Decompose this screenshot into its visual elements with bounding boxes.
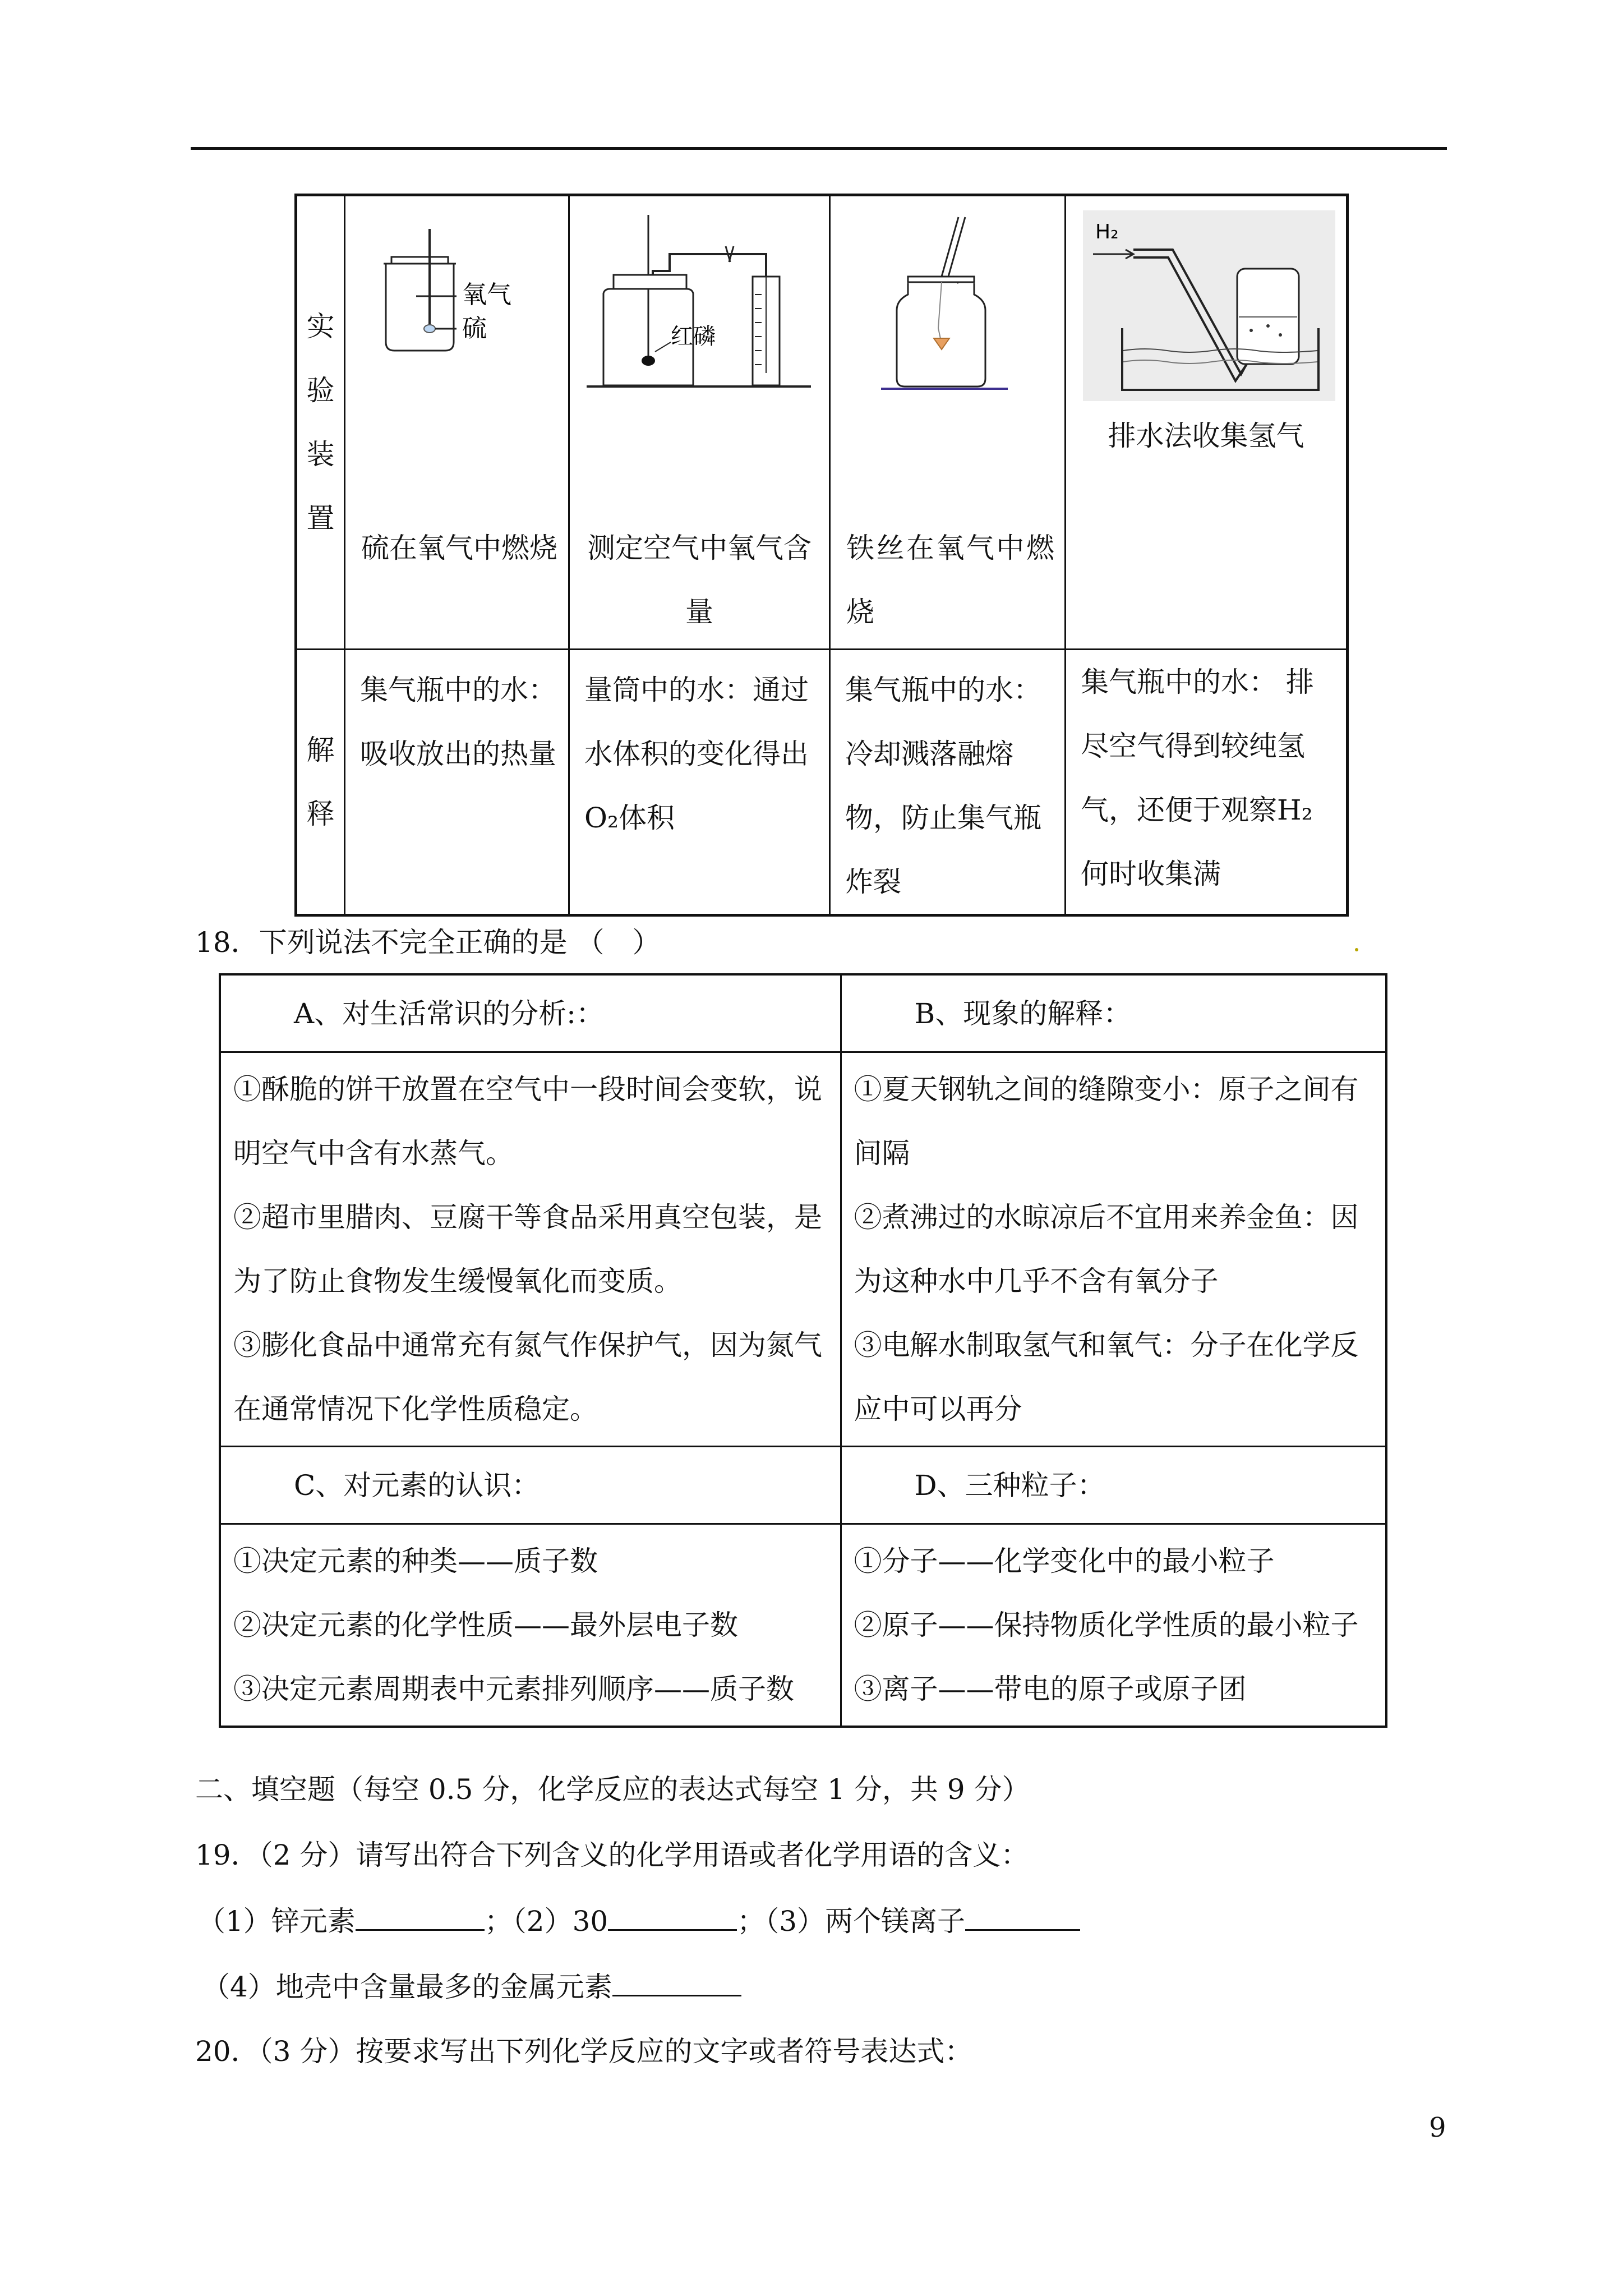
option-a-content <box>220 1052 841 1447</box>
sulfur-label: 硫 <box>462 314 487 343</box>
option-d-item: ①分子——化学变化中的最小粒子 <box>854 1545 1275 1577</box>
option-b-item: ③电解水制取氢气和氧气：分子在化学反应中可以再分 <box>854 1329 1359 1425</box>
answer-blank-30[interactable] <box>608 1903 737 1931</box>
explanation-sulfur: 集气瓶中的水：吸收放出的热量 <box>345 650 569 915</box>
q19-line-2: （4）地壳中含量最多的金属元素 <box>202 1969 741 2004</box>
option-c-title: C、对元素的认识： <box>220 1447 841 1524</box>
option-b-item: ②煮沸过的水晾凉后不宜用来养金鱼：因为这种水中几乎不含有氧分子 <box>854 1201 1359 1297</box>
option-d-content <box>841 1524 1386 1727</box>
answer-blank-zinc[interactable] <box>356 1903 485 1931</box>
answer-blank-magnesium-ions[interactable] <box>965 1903 1080 1931</box>
phosphorus-apparatus-diagram <box>587 210 817 407</box>
apparatus-row-header: 实 验 装 置 <box>296 195 345 650</box>
q19-stem: 19．（2 分）请写出符合下列含义的化学用语或者化学用语的含义： <box>195 1839 1029 1871</box>
decorative-dot <box>1355 948 1358 951</box>
option-a-item: ①酥脆的饼干放置在空气中一段时间会变软，说明空气中含有水蒸气。 <box>233 1073 822 1170</box>
option-d-title: D、三种粒子： <box>841 1447 1386 1524</box>
page-number: 9 <box>1429 2112 1446 2143</box>
experiment-table <box>294 194 1349 917</box>
oxygen-label: 氧气 <box>462 280 511 309</box>
caption-sulfur: 硫在氧气中燃烧 <box>361 532 557 564</box>
sulfur-jar-diagram <box>362 224 547 359</box>
option-c-item: ①决定元素的种类——质子数 <box>233 1545 598 1577</box>
option-c-item: ③决定元素周期表中元素排列顺序——质子数 <box>233 1673 794 1705</box>
q18-stem: 18．下列说法不完全正确的是 （ ） <box>195 926 661 959</box>
q18-options-table <box>219 973 1387 1728</box>
explanation-phosphorus: 量筒中的水：通过水体积的变化得出O₂体积 <box>569 650 830 915</box>
red-phosphorus-label: 红磷 <box>671 324 716 349</box>
q20-stem: 20．（3 分）按要求写出下列化学反应的文字或者符号表达式： <box>195 2035 973 2068</box>
option-a-item: ③膨化食品中通常充有氮气作保护气，因为氮气在通常情况下化学性质稳定。 <box>233 1329 822 1425</box>
apparatus-cell-phosphorus <box>569 195 830 650</box>
apparatus-cell-hydrogen <box>1066 195 1348 650</box>
iron-wire-jar-diagram <box>875 210 1021 407</box>
explanation-row-header: 解 释 <box>296 650 345 915</box>
option-a-item: ②超市里腊肉、豆腐干等食品采用真空包装，是为了防止食物发生缓慢氧化而变质。 <box>233 1201 822 1297</box>
option-a-title: A、对生活常识的分析:： <box>220 974 841 1052</box>
option-b-item: ①夏天钢轨之间的缝隙变小：原子之间有间隔 <box>854 1073 1359 1170</box>
q19-line-1: （1）锌元素 ；（2）30 ；（3）两个镁离子 <box>197 1903 1080 1938</box>
apparatus-cell-sulfur <box>345 195 569 650</box>
caption-phosphorus: 测定空气中氧气含量 <box>587 532 811 628</box>
option-d-item: ③离子——带电的原子或原子团 <box>854 1673 1247 1705</box>
option-c-item: ②决定元素的化学性质——最外层电子数 <box>233 1609 738 1641</box>
explanation-iron: 集气瓶中的水：冷却溅落融熔物，防止集气瓶炸裂 <box>830 650 1066 915</box>
caption-hydrogen: 排水法收集氢气 <box>1108 420 1304 452</box>
header-rule <box>191 147 1447 150</box>
caption-iron: 铁丝在氧气中燃烧 <box>846 532 1054 628</box>
apparatus-cell-iron <box>830 195 1066 650</box>
section-2-title: 二、填空题（每空 0.5 分，化学反应的表达式每空 1 分，共 9 分） <box>195 1773 1030 1806</box>
option-b-content <box>841 1052 1386 1447</box>
explanation-hydrogen: 集气瓶中的水： 排尽空气得到较纯氢气，还便于观察H₂何时收集满 <box>1066 650 1348 915</box>
h2-label: H₂ <box>1095 220 1119 243</box>
answer-blank-metal-element[interactable] <box>612 1969 741 1996</box>
option-b-title: B、现象的解释： <box>841 974 1386 1052</box>
hydrogen-collection-diagram <box>1083 210 1335 401</box>
option-d-item: ②原子——保持物质化学性质的最小粒子 <box>854 1609 1359 1641</box>
option-c-content <box>220 1524 841 1727</box>
